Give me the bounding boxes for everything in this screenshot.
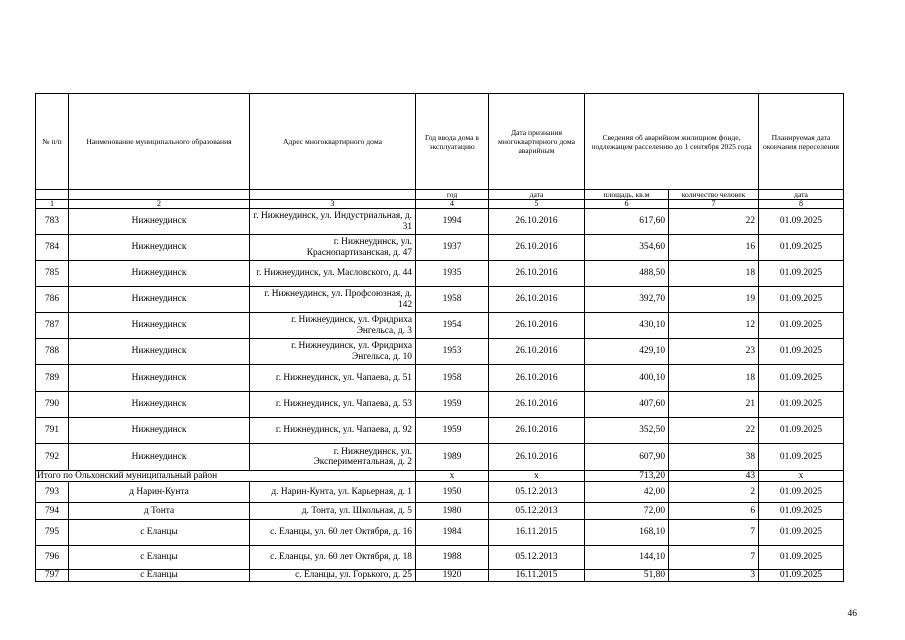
row-municipality: Нижнеудинск (69, 209, 250, 235)
table-row (36, 287, 844, 313)
row-address: с. Еланцы, ул. Горького, д. 25 (250, 570, 416, 582)
row-planned-end: 01.09.2025 (759, 444, 844, 471)
row-area: 430,10 (585, 313, 669, 339)
row-people: 18 (669, 261, 759, 287)
column-number: 3 (250, 200, 416, 209)
row-area: 51,80 (585, 570, 669, 582)
row-date-recognized: 26.10.2016 (489, 209, 585, 235)
row-address: д. Нарин-Кунта, ул. Карьерная, д. 1 (250, 482, 416, 503)
row-year: 1959 (416, 418, 489, 444)
header-address: Адрес многоквартирного дома (250, 94, 416, 190)
row-planned-end: 01.09.2025 (759, 313, 844, 339)
row-area: 168,10 (585, 520, 669, 546)
row-year: 1950 (416, 482, 489, 503)
row-planned-end: 01.09.2025 (759, 392, 844, 418)
row-address: с. Еланцы, ул. 60 лет Октября, д. 18 (250, 546, 416, 570)
row-number: 795 (36, 520, 69, 546)
table-row (36, 444, 844, 471)
header-housing-info: Сведения об аварийном жилищном фонде, подлежащем расселению до 1 сентября 2025 года (585, 94, 759, 190)
column-number: 6 (585, 200, 669, 209)
row-date-recognized: 26.10.2016 (489, 444, 585, 471)
row-date-recognized: 26.10.2016 (489, 261, 585, 287)
row-address: г. Нижнеудинск, ул. Чапаева, д. 92 (250, 418, 416, 444)
row-year: 1935 (416, 261, 489, 287)
table-row (36, 365, 844, 392)
row-address: г. Нижнеудинск, ул. Чапаева, д. 51 (250, 365, 416, 392)
row-planned-end: 01.09.2025 (759, 503, 844, 520)
row-address: г. Нижнеудинск, ул. Масловского, д. 44 (250, 261, 416, 287)
total-people: 43 (669, 471, 759, 482)
row-address: г. Нижнеудинск, ул. Краснопартизанская, д. 47 (250, 235, 416, 261)
header-municipality: Наименование муниципального образования (69, 94, 250, 190)
header-date-recognized: Дата признания многоквартирного дома аварийным (489, 94, 585, 190)
table-row (36, 392, 844, 418)
row-number: 783 (36, 209, 69, 235)
table-row (36, 482, 844, 503)
row-people: 12 (669, 313, 759, 339)
row-people: 19 (669, 287, 759, 313)
row-people: 16 (669, 235, 759, 261)
row-planned-end: 01.09.2025 (759, 418, 844, 444)
column-number: 8 (759, 200, 844, 209)
column-numbers-row (36, 200, 844, 209)
row-area: 429,10 (585, 339, 669, 365)
column-number: 1 (36, 200, 69, 209)
row-year: 1988 (416, 546, 489, 570)
table-row (36, 313, 844, 339)
row-year: 1994 (416, 209, 489, 235)
row-planned-end: 01.09.2025 (759, 339, 844, 365)
row-year: 1989 (416, 444, 489, 471)
table-row (36, 520, 844, 546)
row-municipality: с Еланцы (69, 546, 250, 570)
table-row (36, 339, 844, 365)
row-planned-end: 01.09.2025 (759, 209, 844, 235)
row-area: 144,10 (585, 546, 669, 570)
total-label: Итого по Ольхонский муниципальный район (36, 471, 416, 482)
row-year: 1920 (416, 570, 489, 582)
row-number: 788 (36, 339, 69, 365)
row-date-recognized: 26.10.2016 (489, 313, 585, 339)
row-number: 797 (36, 570, 69, 582)
row-planned-end: 01.09.2025 (759, 546, 844, 570)
row-year: 1958 (416, 365, 489, 392)
row-date-recognized: 05.12.2013 (489, 482, 585, 503)
subheader-area: площадь, кв.м (585, 190, 669, 200)
row-year: 1937 (416, 235, 489, 261)
row-municipality: Нижнеудинск (69, 365, 250, 392)
row-municipality: с Еланцы (69, 570, 250, 582)
row-number: 793 (36, 482, 69, 503)
row-address: г. Нижнеудинск, ул. Чапаева, д. 53 (250, 392, 416, 418)
table-row (36, 209, 844, 235)
row-municipality: Нижнеудинск (69, 339, 250, 365)
row-area: 392,70 (585, 287, 669, 313)
row-year: 1980 (416, 503, 489, 520)
total-date: x (489, 471, 585, 482)
row-area: 607,90 (585, 444, 669, 471)
row-people: 7 (669, 520, 759, 546)
row-number: 784 (36, 235, 69, 261)
row-people: 23 (669, 339, 759, 365)
row-date-recognized: 16.11.2015 (489, 520, 585, 546)
row-address: г. Нижнеудинск, ул. Фридриха Энгельса, д. 3 (250, 313, 416, 339)
row-area: 72,00 (585, 503, 669, 520)
row-people: 22 (669, 209, 759, 235)
row-people: 7 (669, 546, 759, 570)
row-year: 1984 (416, 520, 489, 546)
row-date-recognized: 26.10.2016 (489, 235, 585, 261)
row-people: 6 (669, 503, 759, 520)
row-date-recognized: 05.12.2013 (489, 503, 585, 520)
total-year: x (416, 471, 489, 482)
table-row (36, 503, 844, 520)
row-number: 791 (36, 418, 69, 444)
row-area: 617,60 (585, 209, 669, 235)
row-year: 1953 (416, 339, 489, 365)
resettlement-table-sheet (35, 93, 843, 582)
table-subheader-row (36, 190, 844, 200)
header-planned-end: Планируемая дата окончания переселения (759, 94, 844, 190)
page-number: 46 (847, 609, 857, 619)
table-row (36, 261, 844, 287)
row-year: 1954 (416, 313, 489, 339)
row-date-recognized: 26.10.2016 (489, 392, 585, 418)
row-planned-end: 01.09.2025 (759, 365, 844, 392)
row-number: 786 (36, 287, 69, 313)
row-municipality: Нижнеудинск (69, 418, 250, 444)
row-municipality: Нижнеудинск (69, 313, 250, 339)
row-area: 352,50 (585, 418, 669, 444)
column-number: 5 (489, 200, 585, 209)
row-municipality: д Тонта (69, 503, 250, 520)
row-area: 407,60 (585, 392, 669, 418)
row-date-recognized: 26.10.2016 (489, 365, 585, 392)
row-number: 792 (36, 444, 69, 471)
row-date-recognized: 26.10.2016 (489, 339, 585, 365)
row-people: 38 (669, 444, 759, 471)
row-number: 787 (36, 313, 69, 339)
row-number: 790 (36, 392, 69, 418)
total-row (36, 471, 844, 482)
row-address: г. Нижнеудинск, ул. Экспериментальная, д. 2 (250, 444, 416, 471)
table-row (36, 546, 844, 570)
row-address: г. Нижнеудинск, ул. Фридриха Энгельса, д. 10 (250, 339, 416, 365)
row-area: 42,00 (585, 482, 669, 503)
row-date-recognized: 26.10.2016 (489, 287, 585, 313)
row-planned-end: 01.09.2025 (759, 482, 844, 503)
row-address: г. Нижнеудинск, ул. Профсоюзная, д. 142 (250, 287, 416, 313)
row-planned-end: 01.09.2025 (759, 235, 844, 261)
row-people: 21 (669, 392, 759, 418)
row-area: 354,60 (585, 235, 669, 261)
row-number: 794 (36, 503, 69, 520)
row-address: с. Еланцы, ул. 60 лет Октября, д. 16 (250, 520, 416, 546)
table-header-row (36, 94, 844, 190)
row-date-recognized: 26.10.2016 (489, 418, 585, 444)
row-address: г. Нижнеудинск, ул. Индустриальная, д. 31 (250, 209, 416, 235)
row-area: 488,50 (585, 261, 669, 287)
row-municipality: д Нарин-Кунта (69, 482, 250, 503)
resettlement-table (35, 93, 844, 582)
row-planned-end: 01.09.2025 (759, 287, 844, 313)
table-row (36, 570, 844, 582)
row-municipality: Нижнеудинск (69, 444, 250, 471)
row-number: 785 (36, 261, 69, 287)
subheader-end-date: дата (759, 190, 844, 200)
header-year: Год ввода дома в эксплуатацию (416, 94, 489, 190)
row-municipality: Нижнеудинск (69, 392, 250, 418)
total-area: 713,20 (585, 471, 669, 482)
total-end-date: x (759, 471, 844, 482)
row-date-recognized: 16.11.2015 (489, 570, 585, 582)
subheader-people: количество человек (669, 190, 759, 200)
subheader-year: год (416, 190, 489, 200)
row-address: д. Тонта, ул. Школьная, д. 5 (250, 503, 416, 520)
row-planned-end: 01.09.2025 (759, 570, 844, 582)
header-number: № п/п (36, 94, 69, 190)
column-number: 2 (69, 200, 250, 209)
row-municipality: с Еланцы (69, 520, 250, 546)
row-people: 2 (669, 482, 759, 503)
row-area: 400,10 (585, 365, 669, 392)
row-municipality: Нижнеудинск (69, 261, 250, 287)
row-municipality: Нижнеудинск (69, 287, 250, 313)
row-municipality: Нижнеудинск (69, 235, 250, 261)
row-number: 789 (36, 365, 69, 392)
row-year: 1958 (416, 287, 489, 313)
row-date-recognized: 05.12.2013 (489, 546, 585, 570)
table-row (36, 235, 844, 261)
row-people: 22 (669, 418, 759, 444)
column-number: 7 (669, 200, 759, 209)
row-planned-end: 01.09.2025 (759, 261, 844, 287)
column-number: 4 (416, 200, 489, 209)
row-people: 18 (669, 365, 759, 392)
row-number: 796 (36, 546, 69, 570)
subheader-date: дата (489, 190, 585, 200)
row-people: 3 (669, 570, 759, 582)
row-year: 1959 (416, 392, 489, 418)
table-row (36, 418, 844, 444)
row-planned-end: 01.09.2025 (759, 520, 844, 546)
